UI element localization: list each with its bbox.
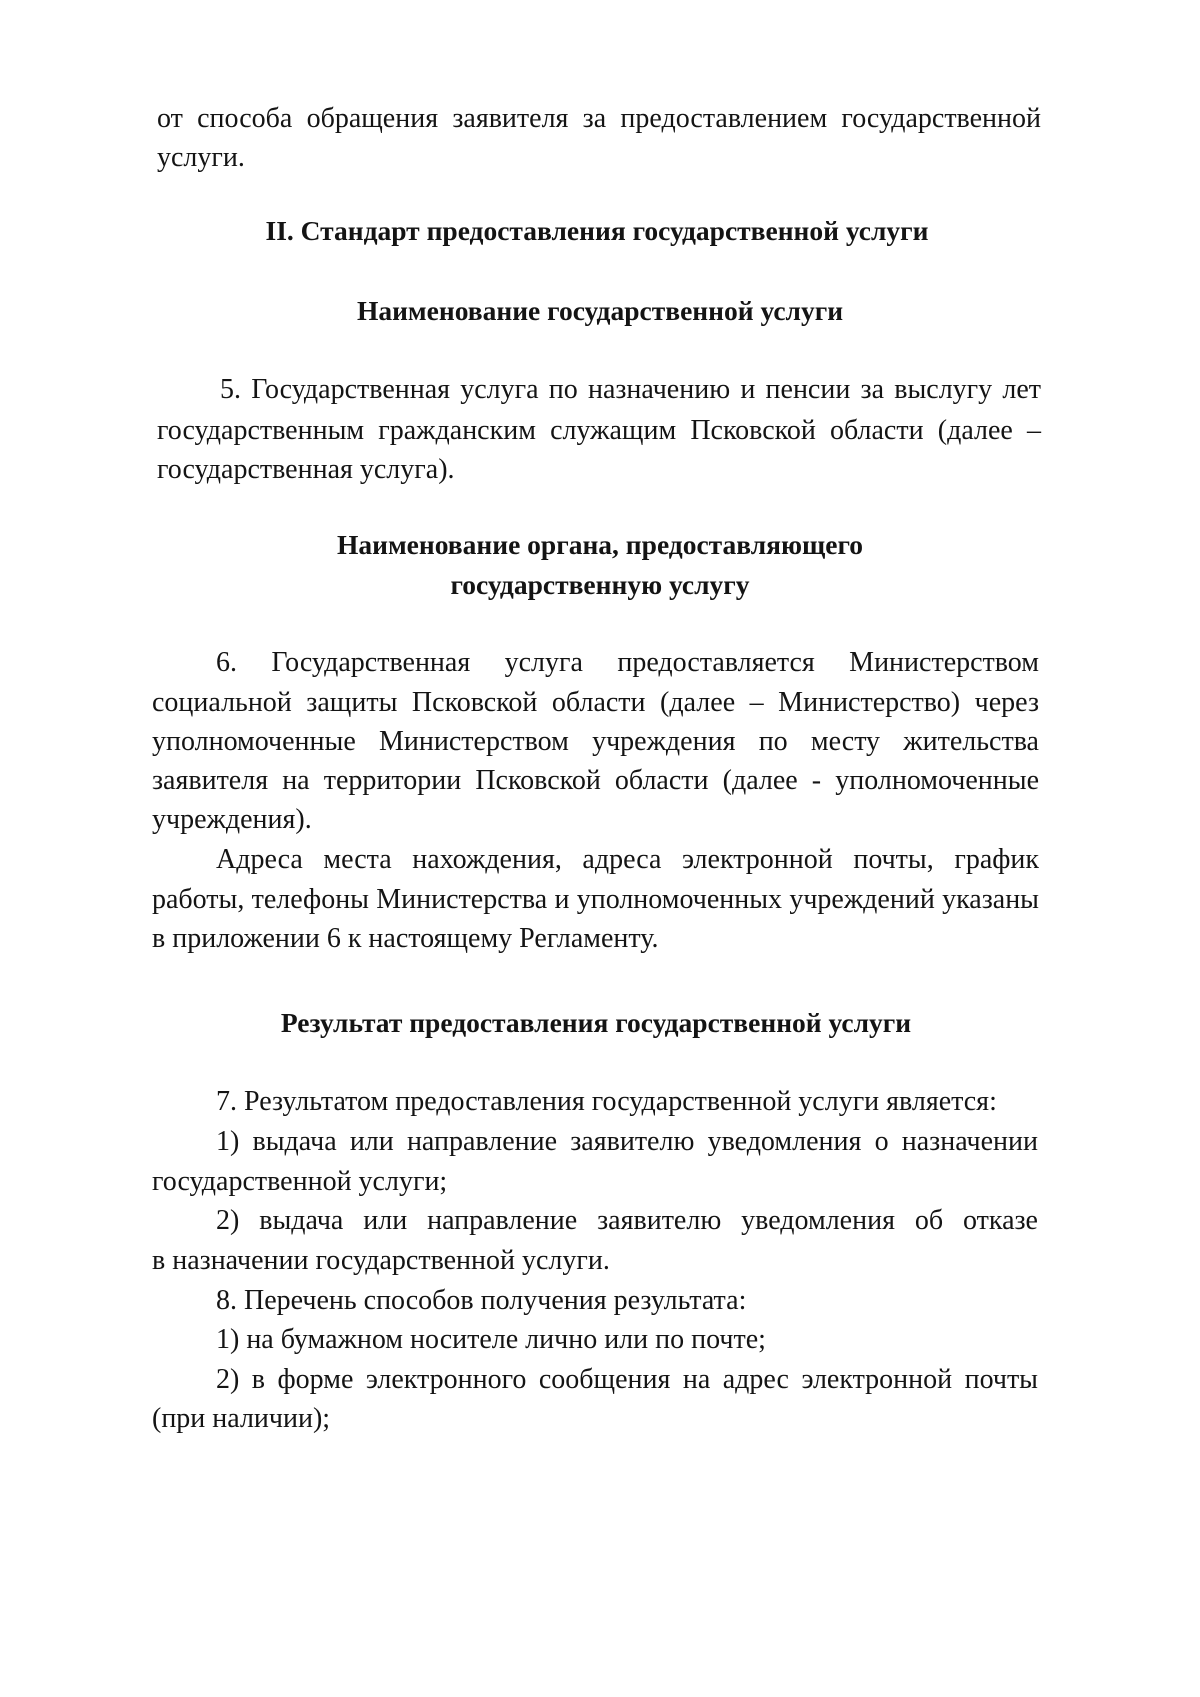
heading-organ-line-2: государственную услугу [450,569,750,600]
p5-line-2: государственным гражданским служащим Псковской области (далее – [157,415,1041,446]
p6b-line-1: Адреса места нахождения, адреса электронной почты, график [216,844,1039,875]
intro-line-1: от способа обращения заявителя за предоставлением государственной [157,103,1041,134]
p7-item2-line-1: 2) выдача или направление заявителю уведомления об отказе [216,1205,1038,1236]
p5-line-1: 5. Государственная услуга по назначению и пенсии за выслугу лет [220,374,1041,405]
p6-line-4: заявителя на территории Псковской области (далее - уполномоченные [152,765,1039,796]
p6-line-2: социальной защиты Псковской области (далее – Министерство) через [152,687,1039,718]
section-title: II. Стандарт предоставления государственной услуги [265,215,929,246]
p8-item2-line-2: (при наличии); [152,1403,331,1434]
p7-item2-line-2: в назначении государственной услуги. [152,1245,610,1276]
heading-service-name: Наименование государственной услуги [356,295,844,326]
p7-item1-line-2: государственной услуги; [152,1166,448,1197]
p6b-line-3: в приложении 6 к настоящему Регламенту. [152,923,659,954]
p6b-line-2: работы, телефоны Министерства и уполномоченных учреждений указаны [152,884,1039,915]
p5-line-3: государственная услуга). [157,454,455,485]
p7-item1-line-1: 1) выдача или направление заявителю уведомления о назначении [216,1126,1038,1157]
p6-line-1: 6. Государственная услуга предоставляется Министерством [216,647,1039,678]
intro-line-2: услуги. [157,142,245,173]
p8-line-1: 8. Перечень способов получения результата: [216,1285,747,1316]
p6-line-3: уполномоченные Министерством учреждения по месту жительства [152,726,1039,757]
p7-line-1: 7. Результатом предоставления государственной услуги является: [216,1086,997,1117]
p6-line-5: учреждения). [152,804,312,835]
p8-item2-line-1: 2) в форме электронного сообщения на адрес электронной почты [216,1364,1038,1395]
heading-result: Результат предоставления государственной услуги [280,1007,912,1038]
heading-organ-line-1: Наименование органа, предоставляющего [336,529,864,560]
p8-item1: 1) на бумажном носителе лично или по почте; [216,1324,766,1355]
